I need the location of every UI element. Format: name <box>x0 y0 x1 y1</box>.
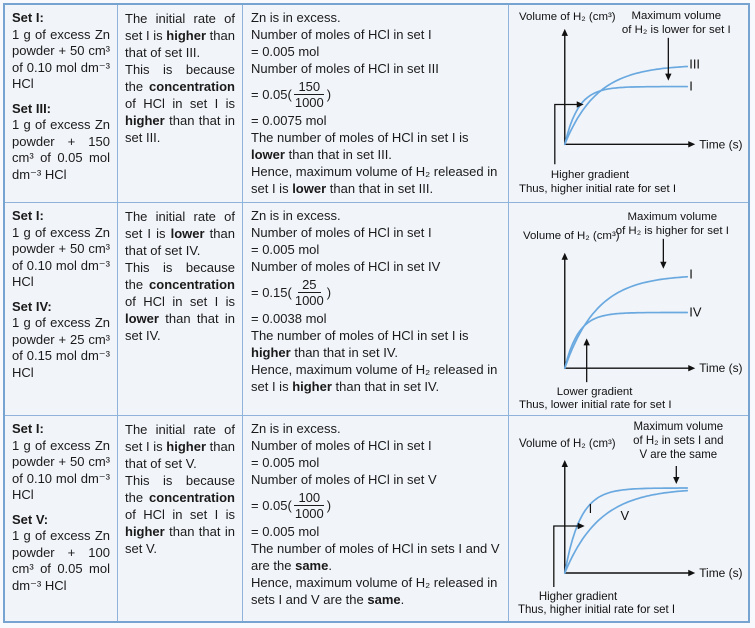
x-axis-arrowhead <box>688 570 695 576</box>
fraction-denominator: 1000 <box>294 293 324 308</box>
curve-label-I: I <box>588 500 593 517</box>
fraction <box>293 490 326 521</box>
x-axis-label: Time (s) <box>699 361 743 376</box>
fraction-denominator: 1000 <box>294 506 324 521</box>
max-volume-note: V are the same <box>639 448 718 462</box>
set-block <box>12 512 110 595</box>
calculation-cell-row3 <box>243 416 509 621</box>
experiment-comparison-table <box>3 3 750 623</box>
gradient-callout-arrowhead <box>583 338 589 345</box>
calc-line: Hence, maximum volume of H₂ released in set I is higher than that in set IV. <box>251 362 498 394</box>
set-text: 1 g of excess Zn powder + 150 cm³ of 0.05 mol dm⁻³ HCl <box>12 117 110 182</box>
gradient-note-line: Thus, higher initial rate for set I <box>518 183 677 196</box>
set-text: 1 g of excess Zn powder + 100 cm³ of 0.05 mol dm⁻³ HCl <box>12 528 110 593</box>
max-volume-arrowhead <box>673 477 679 484</box>
curve-label-I: I <box>689 266 693 282</box>
curve-label-IV: IV <box>689 304 702 320</box>
calc-line: The number of moles of HCl in sets I and V are the same. <box>251 541 500 573</box>
set-title: Set IV: <box>12 298 52 314</box>
calc-line: Zn is in excess. <box>251 10 341 25</box>
set-text: 1 g of excess Zn powder + 25 cm³ of 0.15 mol dm⁻³ HCl <box>12 315 110 380</box>
calc-line: The number of moles of HCl in set I is lower than that in set III. <box>251 130 469 162</box>
graph-cell-row3 <box>509 416 748 621</box>
set-title: Set III: <box>12 100 52 116</box>
set-title: Set I: <box>12 421 44 436</box>
gradient-callout-arrowhead <box>578 523 585 529</box>
calc-line: Number of moles of HCl in set III <box>251 61 439 76</box>
set-title: Set V: <box>12 511 49 527</box>
calc-line: Number of moles of HCl in set V <box>251 472 437 487</box>
calc-line: = 0.005 mol <box>251 242 320 257</box>
max-volume-arrowhead <box>665 74 671 81</box>
max-volume-note: of H₂ is higher for set I <box>615 224 729 237</box>
calc-line: Zn is in excess. <box>251 208 341 223</box>
gradient-note-line: Thus, higher initial rate for set I <box>517 603 676 617</box>
max-volume-arrowhead <box>660 262 666 269</box>
explanation-paragraph: This is because the concentration of HCl in set I is higher than that in set V. <box>125 473 235 556</box>
calc-line: Number of moles of HCl in set IV <box>251 259 441 274</box>
fraction-numerator: 150 <box>294 79 324 95</box>
x-axis-label: Time (s) <box>699 565 743 581</box>
curve-label-V: V <box>620 507 630 524</box>
max-volume-note: Maximum volume <box>633 420 724 434</box>
calc-line: Number of moles of HCl in set I <box>251 27 432 42</box>
y-axis-label: Volume of H₂ (cm³) <box>518 437 616 451</box>
x-axis-arrowhead <box>688 365 695 371</box>
gradient-note-line: Higher gradient <box>550 169 630 182</box>
x-axis-label: Time (s) <box>699 137 743 152</box>
graph-cell-row1 <box>509 5 748 203</box>
y-axis-arrowhead <box>562 29 568 36</box>
explanation-paragraph: The initial rate of set I is higher than that of set V. <box>125 422 235 471</box>
calc-line: Hence, maximum volume of H₂ released in sets I and V are the same. <box>251 575 498 607</box>
y-axis-arrowhead <box>562 460 568 467</box>
explanation-cell-row2 <box>118 203 243 416</box>
curve-V <box>565 491 687 573</box>
curve-label-I: I <box>689 78 693 94</box>
equation-with-fraction: = 0.05( $\frac{150}{1000}$ ) <box>251 79 332 110</box>
set-title: Set I: <box>12 10 44 25</box>
gradient-note-line: Thus, lower initial rate for set I <box>518 399 672 412</box>
calc-line: = 0.005 mol <box>251 455 320 470</box>
calc-line: Hence, maximum volume of H₂ released in set I is lower than that in set III. <box>251 164 498 196</box>
calc-line: Zn is in excess. <box>251 421 341 436</box>
gradient-note-line: Lower gradient <box>556 386 633 399</box>
equation-with-fraction: = 0.05( $\frac{100}{1000}$ ) <box>251 490 332 521</box>
set-block <box>12 299 110 382</box>
curve-label-III: III <box>689 56 701 72</box>
max-volume-note: Maximum volume <box>627 210 718 223</box>
curve-I <box>565 488 687 573</box>
fraction <box>293 79 326 110</box>
max-volume-note: of H₂ in sets I and <box>633 434 724 448</box>
rate-graph <box>509 5 748 202</box>
calc-line: = 0.0038 mol <box>251 311 327 326</box>
set-title: Set I: <box>12 208 44 223</box>
curve-I <box>565 87 687 145</box>
set-text: 1 g of excess Zn powder + 50 cm³ of 0.10 mol dm⁻³ HCl <box>12 224 110 289</box>
curve-IV <box>565 312 687 368</box>
setup-cell-row3 <box>5 416 118 621</box>
calc-line: Number of moles of HCl in set I <box>251 225 432 240</box>
explanation-cell-row3 <box>118 416 243 621</box>
set-block <box>12 101 110 184</box>
explanation-paragraph: The initial rate of set I is lower than that of set IV. <box>125 209 235 258</box>
gradient-callout <box>554 526 579 587</box>
max-volume-note: Maximum volume <box>631 9 722 22</box>
explanation-paragraph: The initial rate of set I is higher than that of set III. <box>125 11 235 60</box>
fraction-numerator: 25 <box>298 277 320 293</box>
setup-cell-row1 <box>5 5 118 203</box>
gradient-note-line: Higher gradient <box>538 590 618 604</box>
explanation-cell-row1 <box>118 5 243 203</box>
calc-line: = 0.005 mol <box>251 524 320 539</box>
calc-line: The number of moles of HCl in set I is higher than that in set IV. <box>251 328 469 360</box>
curve-I <box>565 277 687 368</box>
fraction-numerator: 100 <box>294 490 324 506</box>
set-text: 1 g of excess Zn powder + 50 cm³ of 0.10 mol dm⁻³ HCl <box>12 437 110 502</box>
rate-graph <box>509 203 748 415</box>
y-axis-arrowhead <box>562 253 568 260</box>
graph-cell-row2 <box>509 203 748 416</box>
rate-graph <box>509 416 748 621</box>
equation-with-fraction: = 0.15( $\frac{25}{1000}$ ) <box>251 277 332 308</box>
set-block <box>12 208 110 291</box>
x-axis-arrowhead <box>688 141 695 147</box>
set-text: 1 g of excess Zn powder + 50 cm³ of 0.10 mol dm⁻³ HCl <box>12 26 110 91</box>
calc-line: = 0.005 mol <box>251 44 320 59</box>
calculation-cell-row2 <box>243 203 509 416</box>
setup-cell-row2 <box>5 203 118 416</box>
max-volume-note: of H₂ is lower for set I <box>621 23 731 36</box>
calc-line: = 0.0075 mol <box>251 113 327 128</box>
calc-line: Number of moles of HCl in set I <box>251 438 432 453</box>
y-axis-label: Volume of H₂ (cm³) <box>518 10 616 23</box>
y-axis-label: Volume of H₂ (cm³) <box>522 229 620 242</box>
fraction <box>293 277 326 308</box>
calculation-cell-row1 <box>243 5 509 203</box>
set-block <box>12 421 110 504</box>
explanation-paragraph: This is because the concentration of HCl in set I is higher than that in set III. <box>125 62 235 145</box>
set-block <box>12 10 110 93</box>
fraction-denominator: 1000 <box>294 95 324 110</box>
explanation-paragraph: This is because the concentration of HCl in set I is lower than that in set IV. <box>125 260 235 343</box>
